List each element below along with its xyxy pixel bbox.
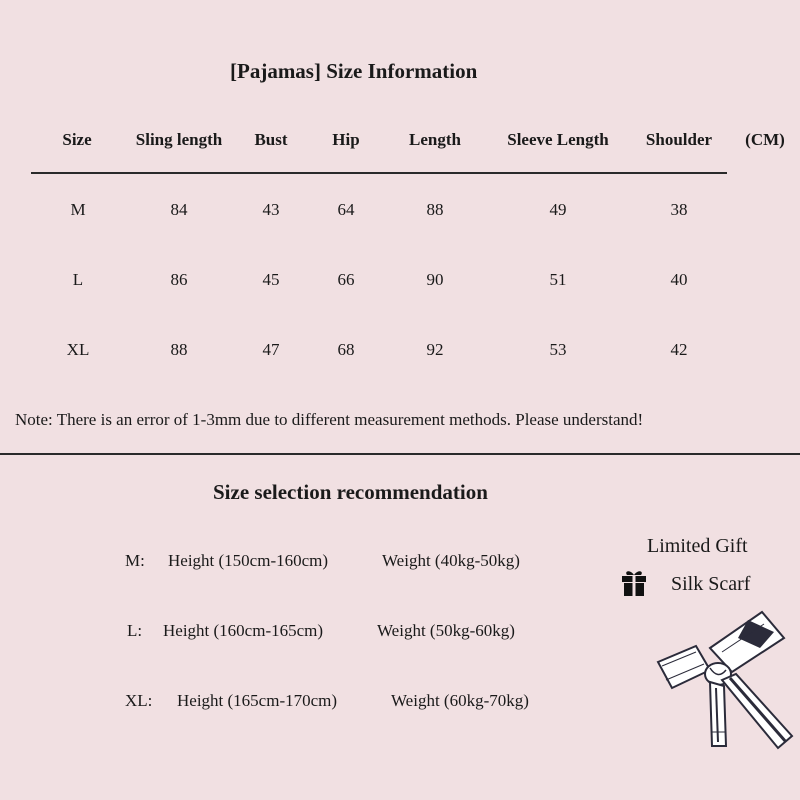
gift-item-label: Silk Scarf xyxy=(671,573,751,595)
rec-size: XL: xyxy=(125,691,153,710)
rec-height: Height (160cm-165cm) xyxy=(163,621,324,640)
recommendation-title: Size selection recommendation xyxy=(213,480,488,504)
header-shoulder: Shoulder xyxy=(645,130,713,149)
rec-weight: Weight (40kg-50kg) xyxy=(382,551,520,570)
cell-sling-length: 84 xyxy=(170,200,188,219)
cell-shoulder: 38 xyxy=(670,200,688,219)
cell-sleeve-length: 51 xyxy=(549,270,567,289)
header-hip: Hip xyxy=(332,130,360,149)
table-header-divider xyxy=(31,172,727,174)
measurement-note: Note: There is an error of 1-3mm due to different measurement methods. Please understand! xyxy=(15,410,644,429)
cell-length: 92 xyxy=(426,340,444,359)
cell-hip: 66 xyxy=(337,270,355,289)
cell-length: 90 xyxy=(426,270,444,289)
header-sling-length: Sling length xyxy=(135,130,223,149)
size-table-title: [Pajamas] Size Information xyxy=(230,59,478,83)
header-sleeve-length: Sleeve Length xyxy=(507,130,609,149)
header-size: Size xyxy=(62,130,92,149)
header-unit: (CM) xyxy=(745,130,785,149)
rec-weight: Weight (50kg-60kg) xyxy=(377,621,515,640)
cell-bust: 45 xyxy=(262,270,280,289)
rec-weight: Weight (60kg-70kg) xyxy=(391,691,529,710)
rec-height: Height (150cm-160cm) xyxy=(168,551,329,570)
cell-length: 88 xyxy=(426,200,444,219)
cell-shoulder: 42 xyxy=(670,340,688,359)
cell-size: L xyxy=(72,270,84,289)
section-divider xyxy=(0,453,800,455)
cell-shoulder: 40 xyxy=(670,270,688,289)
cell-sleeve-length: 49 xyxy=(549,200,567,219)
gift-title: Limited Gift xyxy=(647,535,748,557)
cell-sleeve-length: 53 xyxy=(549,340,567,359)
cell-sling-length: 86 xyxy=(170,270,188,289)
header-bust: Bust xyxy=(254,130,288,149)
cell-bust: 43 xyxy=(262,200,280,219)
cell-sling-length: 88 xyxy=(170,340,188,359)
cell-hip: 64 xyxy=(337,200,355,219)
rec-size: L: xyxy=(127,621,143,640)
rec-height: Height (165cm-170cm) xyxy=(177,691,338,710)
cell-size: XL xyxy=(66,340,90,359)
silk-scarf-image xyxy=(652,608,800,758)
cell-hip: 68 xyxy=(337,340,355,359)
cell-bust: 47 xyxy=(262,340,280,359)
gift-icon xyxy=(620,569,648,597)
header-length: Length xyxy=(409,130,461,149)
rec-size: M: xyxy=(125,551,145,570)
cell-size: M xyxy=(70,200,86,219)
